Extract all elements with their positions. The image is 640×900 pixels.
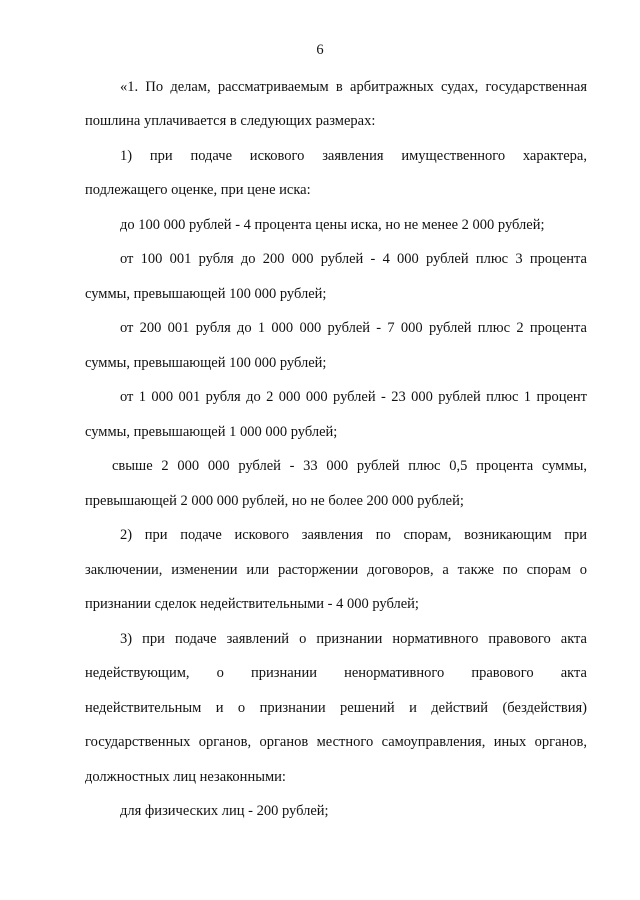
text-line: подлежащего оценке, при цене иска:	[85, 182, 311, 198]
text-line: суммы, превышающей 100 000 рублей;	[85, 286, 327, 302]
text-line: «1. По делам, рассматриваемым в арбитражных судах, государственная	[120, 79, 587, 95]
text-line: признании сделок недействительными - 4 000 рублей;	[85, 596, 419, 612]
text-line: 3) при подаче заявлений о признании нормативного правового акта	[120, 631, 587, 647]
text-line: недействительным и о признании решений и действий (бездействия)	[85, 700, 587, 716]
text-line: превышающей 2 000 000 рублей, но не более 200 000 рублей;	[85, 493, 464, 509]
text-line: должностных лиц незаконными:	[85, 769, 286, 785]
text-line: суммы, превышающей 100 000 рублей;	[85, 355, 327, 371]
text-line: пошлина уплачивается в следующих размерах:	[85, 113, 376, 129]
text-line: государственных органов, органов местного самоуправления, иных органов,	[85, 734, 587, 750]
text-line: для физических лиц - 200 рублей;	[120, 803, 329, 819]
text-line: от 200 001 рубля до 1 000 000 рублей - 7 000 рублей плюс 2 процента	[120, 320, 587, 336]
text-line: от 1 000 001 рубля до 2 000 000 рублей - 23 000 рублей плюс 1 процент	[120, 389, 587, 405]
text-line: от 100 001 рубля до 200 000 рублей - 4 000 рублей плюс 3 процента	[120, 251, 587, 267]
text-line: свыше 2 000 000 рублей - 33 000 рублей плюс 0,5 процента суммы,	[112, 458, 587, 474]
page-number: 6	[316, 42, 324, 58]
text-line: 1) при подаче искового заявления имущественного характера,	[120, 148, 587, 164]
text-line: 2) при подаче искового заявления по спорам, возникающим при	[120, 527, 587, 543]
text-line: недействующим, о признании ненормативного правового акта	[85, 665, 587, 681]
text-line: суммы, превышающей 1 000 000 рублей;	[85, 424, 338, 440]
text-line: до 100 000 рублей - 4 процента цены иска, но не менее 2 000 рублей;	[120, 217, 545, 233]
text-line: заключении, изменении или расторжении договоров, а также по спорам о	[85, 562, 587, 578]
